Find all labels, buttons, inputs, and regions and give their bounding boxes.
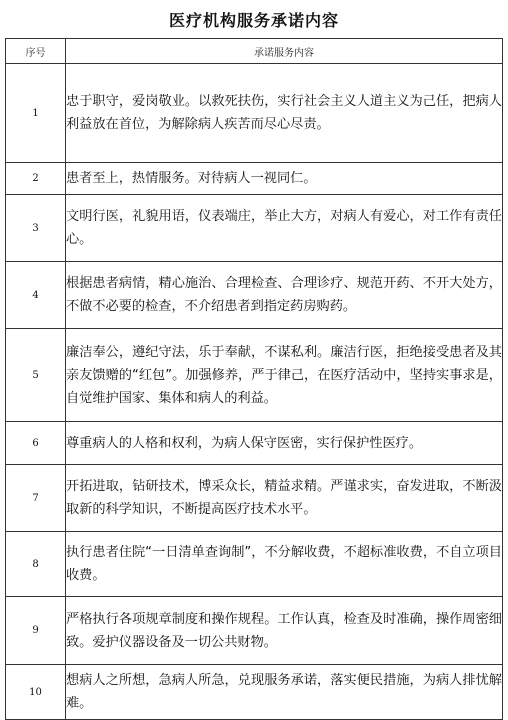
row-number: 3 [6,195,66,262]
row-number: 8 [6,532,66,597]
row-number: 2 [6,163,66,195]
table-row [6,262,503,329]
row-content: 根据患者病情，精心施治、合理检查、合理诊疗、规范开药、不开大处方，不做不必要的检查，不介绍患者到指定药房购药。 [66,262,503,329]
row-number: 1 [6,64,66,163]
table-row [6,195,503,262]
row-number: 9 [6,597,66,665]
row-number: 6 [6,422,66,465]
row-content: 文明行医，礼貌用语，仪表端庄，举止大方，对病人有爱心，对工作有责任心。 [66,195,503,262]
table-row [6,532,503,597]
row-content: 执行患者住院“一日清单查询制”，不分解收费，不超标准收费，不自立项目收费。 [66,532,503,597]
column-header-content: 承诺服务内容 [66,39,503,64]
row-content: 严格执行各项规章制度和操作规程。工作认真，检查及时准确，操作周密细致。爱护仪器设备及一切公共财物。 [66,597,503,665]
table-row [6,665,503,720]
row-content: 开拓进取，钻研技术，博采众长，精益求精。严谨求实，奋发进取，不断汲取新的科学知识，不断提高医疗技术水平。 [66,465,503,532]
row-number: 5 [6,329,66,422]
row-number: 10 [6,665,66,720]
row-content: 尊重病人的人格和权利，为病人保守医密，实行保护性医疗。 [66,422,503,465]
row-number: 4 [6,262,66,329]
row-content: 廉洁奉公，遵纪守法，乐于奉献，不谋私利。廉洁行医，拒绝接受患者及其亲友馈赠的“红包”。加强修养，严于律己，在医疗活动中，坚持实事求是，自觉维护国家、集体和病人的利益。 [66,329,503,422]
table-header-row [6,39,503,64]
table-row [6,163,503,195]
table-row [6,329,503,422]
row-number: 7 [6,465,66,532]
row-content: 忠于职守，爱岗敬业。以救死扶伤，实行社会主义人道主义为己任，把病人利益放在首位，为解除病人疾苦而尽心尽责。 [66,64,503,163]
table-row [6,465,503,532]
table-row [6,597,503,665]
table-row [6,64,503,163]
commitments-table [5,38,503,720]
row-content: 想病人之所想，急病人所急，兑现服务承诺，落实便民措施，为病人排忧解难。 [66,665,503,720]
row-content: 患者至上，热情服务。对待病人一视同仁。 [66,163,503,195]
column-header-number: 序号 [6,39,66,64]
document-title: 医疗机构服务承诺内容 [168,11,339,30]
table-row [6,422,503,465]
